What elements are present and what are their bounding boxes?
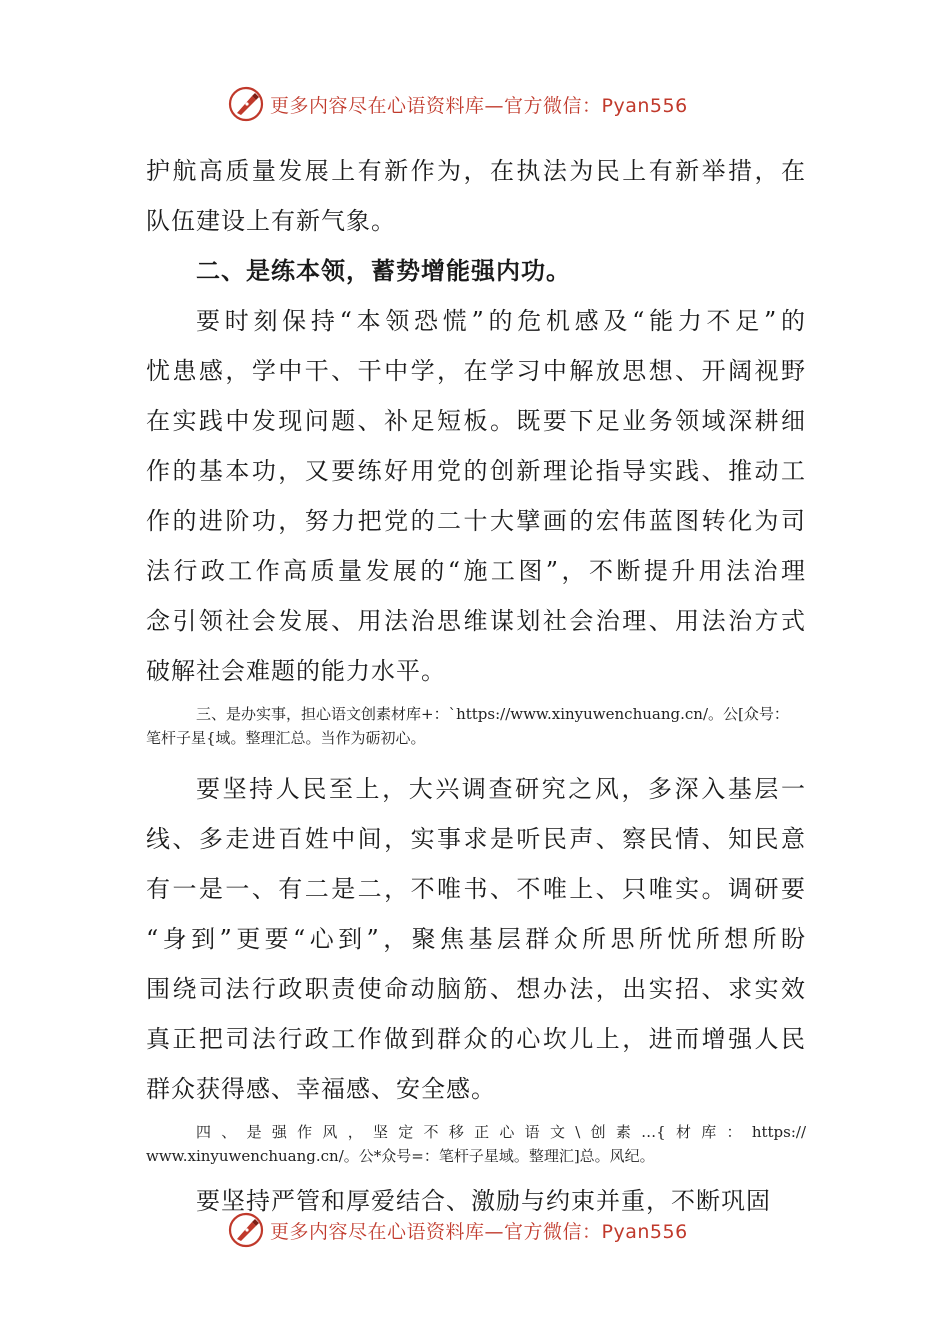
paragraph-line: 法行政工作高质量发展的“施工图”，不断提升用法治理: [146, 557, 806, 585]
paragraph-line: 在实践中发现问题、补足短板。既要下足业务领域深耕细: [146, 407, 806, 435]
banner-text: 更多内容尽在心语资料库—官方微信：Pyan556: [270, 94, 688, 117]
paragraph-line: 作的基本功，又要练好用党的创新理论指导实践、推动工: [146, 457, 806, 485]
paragraph-line: 有一是一、有二是二，不唯书、不唯上、只唯实。调研要: [146, 875, 806, 903]
watermark-note-line: www.xinyuwenchuang.cn/。公*众号=：笔杆子星域。整理汇]总。风纪。: [146, 1147, 655, 1165]
paragraph-line: 要时刻保持“本领恐慌”的危机感及“能力不足”的: [196, 307, 806, 335]
pen-nib-circle-icon: [226, 84, 266, 124]
paragraph-line: 要坚持人民至上，大兴调查研究之风，多深入基层一: [196, 775, 806, 803]
paragraph-line: 破解社会难题的能力水平。: [146, 657, 446, 685]
paragraph-line: 忧患感，学中干、干中学，在学习中解放思想、开阔视野: [146, 357, 806, 385]
watermark-note-line: 四、是强作风，坚定不移正心语文\创素…{材库：https://: [196, 1123, 806, 1141]
paragraph-line: 围绕司法行政职责使命动脑筋、想办法，出实招、求实效: [146, 975, 806, 1003]
paragraph-line: 作的进阶功，努力把党的二十大擘画的宏伟蓝图转化为司: [146, 507, 806, 535]
paragraph-line: 线、多走进百姓中间，实事求是听民声、察民情、知民意: [146, 825, 806, 853]
document-body: [146, 146, 806, 1226]
paragraph-line: “身到”更要“心到”，聚焦基层群众所思所忧所想所盼: [146, 925, 806, 953]
section-heading: 二、是练本领，蓄势增能强内功。: [196, 257, 571, 285]
watermark-note-line: 笔杆子星{域。整理汇总。当作为砺初心。: [146, 729, 426, 747]
paragraph-line: 真正把司法行政工作做到群众的心坎儿上，进而增强人民: [146, 1025, 806, 1053]
pen-nib-circle-icon: [226, 1210, 266, 1250]
banner-text: 更多内容尽在心语资料库—官方微信：Pyan556: [270, 1220, 688, 1243]
header-banner: [226, 84, 746, 124]
paragraph-line: 队伍建设上有新气象。: [146, 207, 396, 235]
paragraph-line: 要坚持严管和厚爱结合、激励与约束并重，不断巩固: [196, 1187, 771, 1215]
paragraph-line: 群众获得感、幸福感、安全感。: [146, 1075, 496, 1103]
paragraph-line: 念引领社会发展、用法治思维谋划社会治理、用法治方式: [146, 607, 806, 635]
watermark-note-line: 三、是办实事，担心语文创素材库+：`https://www.xinyuwenchuang.cn/。公[众号：: [196, 705, 789, 723]
footer-banner: [226, 1210, 746, 1250]
paragraph-line: 护航高质量发展上有新作为，在执法为民上有新举措，在: [146, 157, 806, 185]
